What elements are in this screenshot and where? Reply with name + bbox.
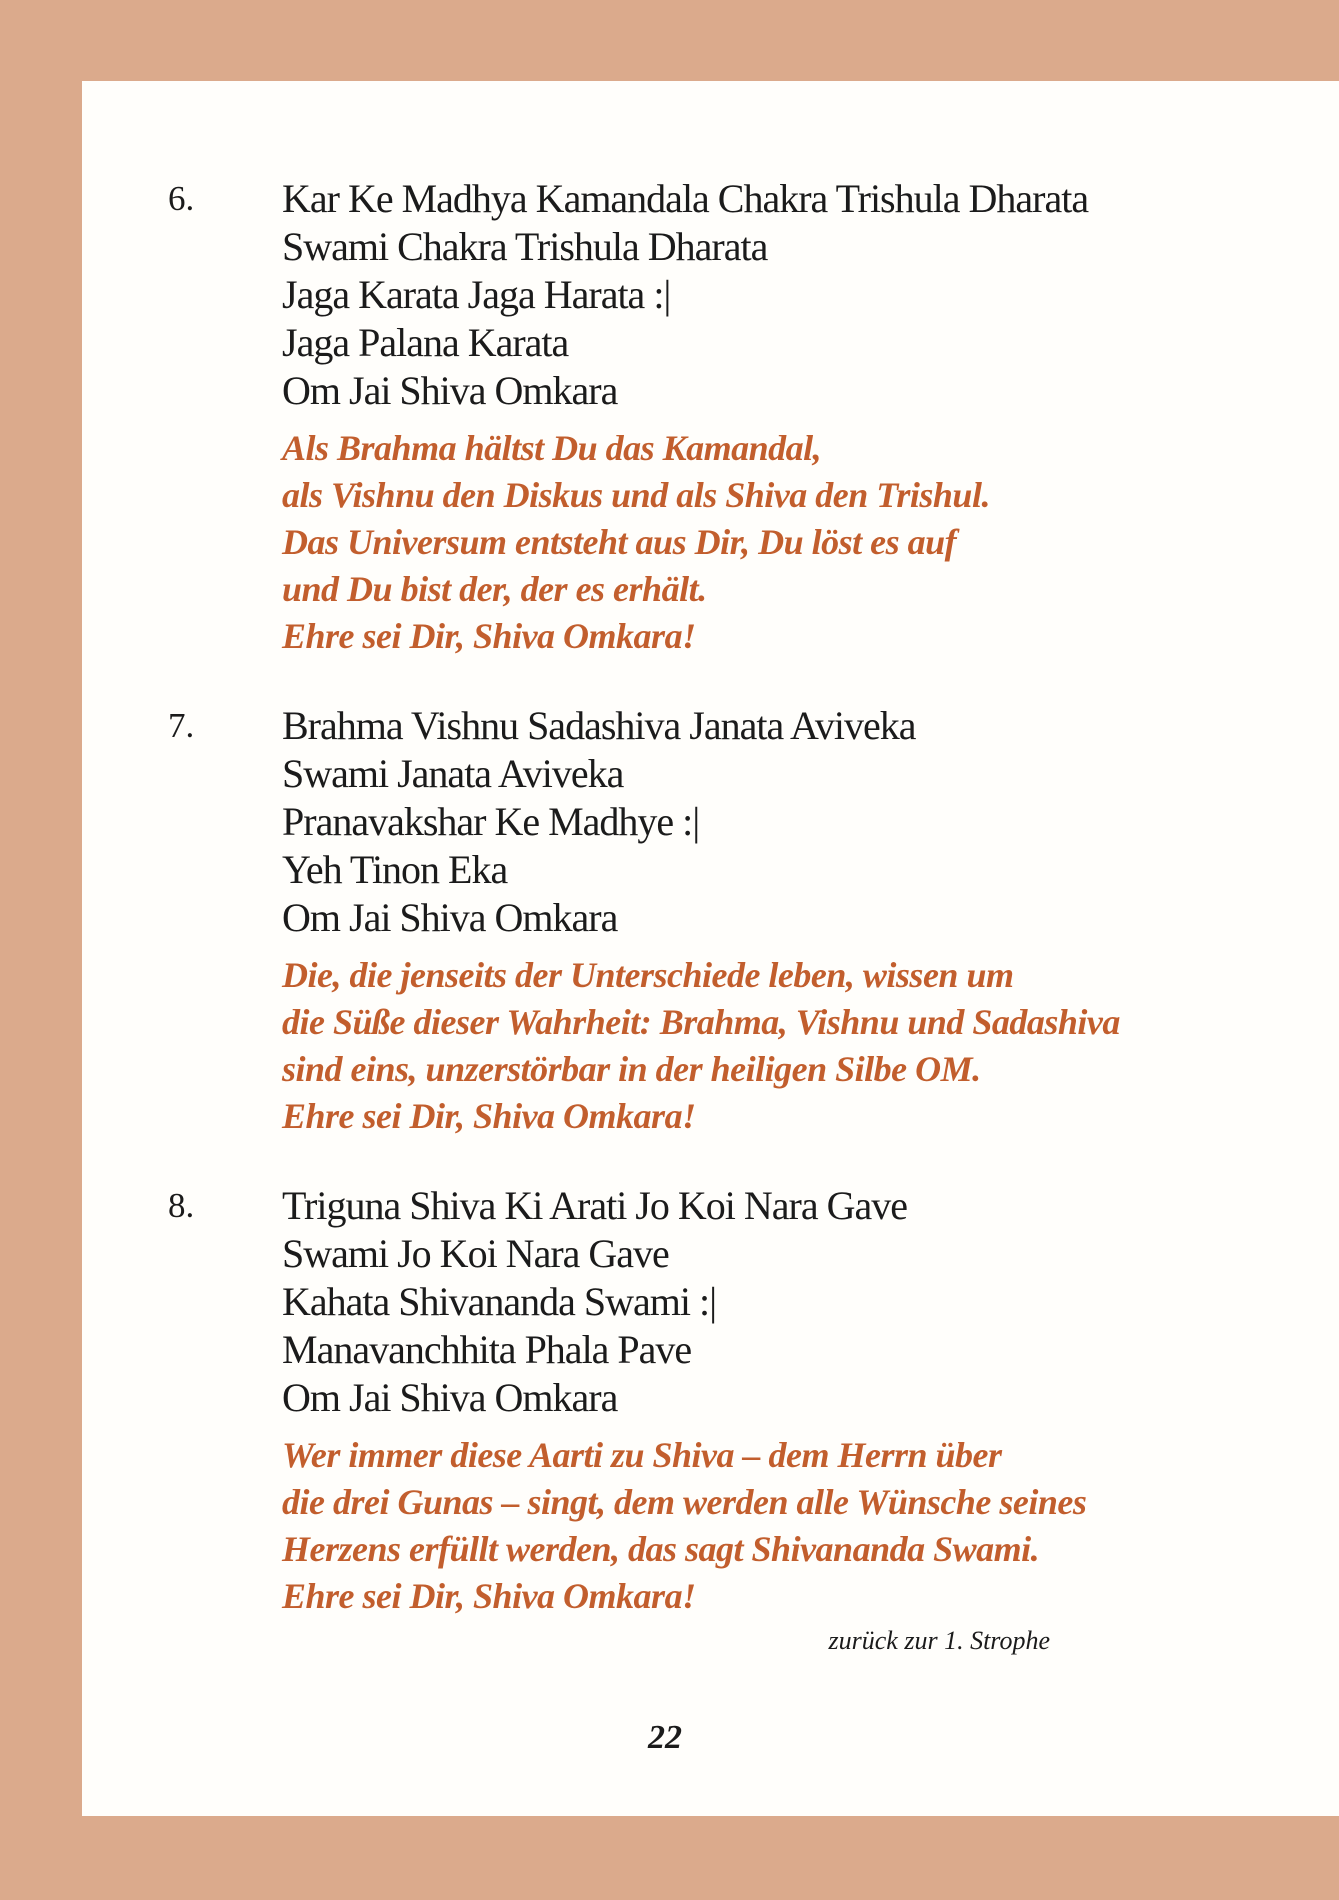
verse-line: Brahma Vishnu Sadashiva Janata Aviveka xyxy=(282,703,916,748)
verse-6 xyxy=(82,175,1339,660)
translation-line: die drei Gunas – singt, dem werden alle Wünsche seines xyxy=(282,1482,1087,1522)
verse-6-translation xyxy=(282,425,1339,660)
translation-line: Herzens erfüllt werden, das sagt Shivananda Swami. xyxy=(282,1529,1040,1569)
verse-line: Yeh Tinon Eka xyxy=(282,847,508,892)
verse-line: Manavanchhita Phala Pave xyxy=(282,1327,692,1372)
back-to-verse-1-link[interactable]: zurück zur 1. Strophe xyxy=(828,1626,1050,1655)
translation-line: Das Universum entsteht aus Dir, Du löst es auf xyxy=(282,522,957,562)
verse-8-translation xyxy=(282,1432,1339,1620)
verse-number: 6. xyxy=(168,179,195,218)
verse-6-head xyxy=(82,175,1339,415)
translation-line: Ehre sei Dir, Shiva Omkara! xyxy=(282,616,696,656)
verse-line: Pranavakshar Ke Madhye :| xyxy=(282,799,700,844)
verse-line: Om Jai Shiva Omkara xyxy=(282,1375,618,1420)
translation-line: als Vishnu den Diskus und als Shiva den Trishul. xyxy=(282,475,990,515)
verse-7-lines xyxy=(282,702,916,942)
verse-line: Swami Jo Koi Nara Gave xyxy=(282,1231,669,1276)
verse-number: 7. xyxy=(168,706,195,745)
verse-line: Kahata Shivananda Swami :| xyxy=(282,1279,717,1324)
translation-line: und Du bist der, der es erhält. xyxy=(282,569,707,609)
verse-7-head xyxy=(82,702,1339,942)
translation-line: Die, die jenseits der Unterschiede leben, wissen um xyxy=(282,955,1014,995)
translation-line: sind eins, unzerstörbar in der heiligen Silbe OM. xyxy=(282,1049,981,1089)
page-number: 22 xyxy=(648,1719,682,1756)
verse-8 xyxy=(82,1182,1339,1620)
translation-line: Als Brahma hältst Du das Kamandal, xyxy=(282,428,822,468)
verse-6-lines xyxy=(282,175,1088,415)
verse-line: Swami Janata Aviveka xyxy=(282,751,624,796)
verse-line: Triguna Shiva Ki Arati Jo Koi Nara Gave xyxy=(282,1183,907,1228)
verse-line: Jaga Karata Jaga Harata :| xyxy=(282,272,671,317)
verse-8-lines xyxy=(282,1182,907,1422)
page-content xyxy=(82,81,1339,1760)
verse-line: Swami Chakra Trishula Dharata xyxy=(282,224,768,269)
verse-number: 8. xyxy=(168,1186,195,1225)
verse-line: Jaga Palana Karata xyxy=(282,320,569,365)
verse-line: Kar Ke Madhya Kamandala Chakra Trishula Dharata xyxy=(282,176,1089,221)
translation-line: Ehre sei Dir, Shiva Omkara! xyxy=(282,1096,696,1136)
verse-7-translation xyxy=(282,952,1339,1140)
verse-line: Om Jai Shiva Omkara xyxy=(282,895,618,940)
verse-line: Om Jai Shiva Omkara xyxy=(282,368,618,413)
translation-line: Wer immer diese Aarti zu Shiva – dem Herrn über xyxy=(282,1435,1002,1475)
translation-line: die Süße dieser Wahrheit: Brahma, Vishnu und Sadashiva xyxy=(282,1002,1120,1042)
verse-8-head xyxy=(82,1182,1339,1422)
translation-line: Ehre sei Dir, Shiva Omkara! xyxy=(282,1576,696,1616)
page-paper xyxy=(82,81,1339,1816)
verse-7 xyxy=(82,702,1339,1140)
